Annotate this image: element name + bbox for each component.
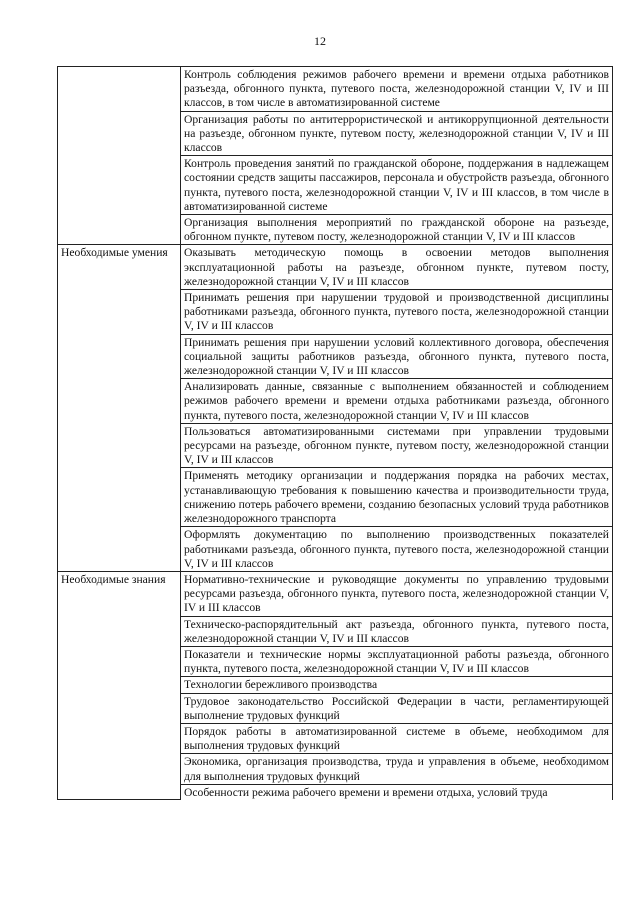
table-cell: Трудовое законодательство Российской Федерации в части, регламентирующей выполнение трудовых функций bbox=[181, 693, 613, 723]
table-row bbox=[58, 67, 613, 112]
table-cell: Контроль проведения занятий по гражданской обороне, поддержания в надлежащем состоянии средств защиты пассажиров, персонала и обустройств разъезда, обгонного пункта, путевого поста, железнодорожной станции V, IV и III классов, в том числе в автоматизированной системе bbox=[181, 156, 613, 215]
table-cell: Техническо-распорядительный акт разъезда, обгонного пункта, путевого поста, железнодорожной станции V, IV и III классов bbox=[181, 616, 613, 646]
table-row bbox=[58, 571, 613, 616]
section-label-skills: Необходимые умения bbox=[58, 245, 181, 571]
table-cell: Особенности режима рабочего времени и времени отдыха, условий труда bbox=[181, 784, 613, 800]
table-cell: Принимать решения при нарушении условий коллективного договора, обеспечения социальной защиты работников разъезда, обгонного пункта, путевого поста, железнодорожной станции V, IV и III классов bbox=[181, 334, 613, 379]
section-label-knowledge: Необходимые знания bbox=[58, 571, 181, 800]
table-cell: Экономика, организация производства, труда и управления в объеме, необходимом для выполнения трудовых функций bbox=[181, 754, 613, 784]
page-number: 12 bbox=[314, 34, 326, 48]
table-cell: Нормативно-технические и руководящие документы по управлению трудовыми ресурсами разъезда, обгонного пункта, путевого поста, железнодорожной станции V, IV и III классов bbox=[181, 571, 613, 616]
table-cell: Порядок работы в автоматизированной системе в объеме, необходимом для выполнения трудовых функций bbox=[181, 723, 613, 753]
row-label bbox=[58, 67, 181, 245]
table-cell: Организация работы по антитеррористической и антикоррупционной деятельности на разъезде, обгонном пункте, путевом посту, железнодорожной станции V, IV и III классов bbox=[181, 111, 613, 156]
table-cell: Применять методику организации и поддержания порядка на рабочих местах, устанавливающую требования к повышению качества и производительности труда, снижению потерь рабочего времени, созданию безопасных условий труда работников железнодорожного транспорта bbox=[181, 468, 613, 527]
table-cell: Оказывать методическую помощь в освоении методов выполнения эксплуатационной работы на разъезде, обгонном пункте, путевом посту, железнодорожной станции V, IV и III классов bbox=[181, 245, 613, 290]
table-cell: Анализировать данные, связанные с выполнением обязанностей и соблюдением режимов рабочего времени и времени отдыха работниками разъезда, обгонного пункта, путевого поста, железнодорожной станции V, IV и III классов bbox=[181, 379, 613, 424]
competency-table bbox=[57, 66, 613, 800]
table-cell: Принимать решения при нарушении трудовой и производственной дисциплины работниками разъезда, обгонного пункта, путевого поста, железнодорожной станции V, IV и III классов bbox=[181, 290, 613, 335]
table-cell: Показатели и технические нормы эксплуатационной работы разъезда, обгонного пункта, путевого поста, железнодорожной станции V, IV и III классов bbox=[181, 646, 613, 676]
table-cell: Контроль соблюдения режимов рабочего времени и времени отдыха работников разъезда, обгонного пункта, путевого поста, железнодорожной станции V, IV и III классов, в том числе в автоматизированной системе bbox=[181, 67, 613, 112]
table-cell: Оформлять документацию по выполнению производственных показателей работниками разъезда, обгонного пункта, путевого поста, железнодорожной станции V, IV и III классов bbox=[181, 527, 613, 572]
table-cell: Технологии бережливого производства bbox=[181, 677, 613, 693]
table-row bbox=[58, 245, 613, 290]
table-cell: Пользоваться автоматизированными системами при управлении трудовыми ресурсами на разъезде, обгонном пункте, путевом посту, железнодорожной станции V, IV и III классов bbox=[181, 423, 613, 468]
table-cell: Организация выполнения мероприятий по гражданской обороне на разъезде, обгонном пункте, путевом посту, железнодорожной станции V, IV и III классов bbox=[181, 215, 613, 245]
